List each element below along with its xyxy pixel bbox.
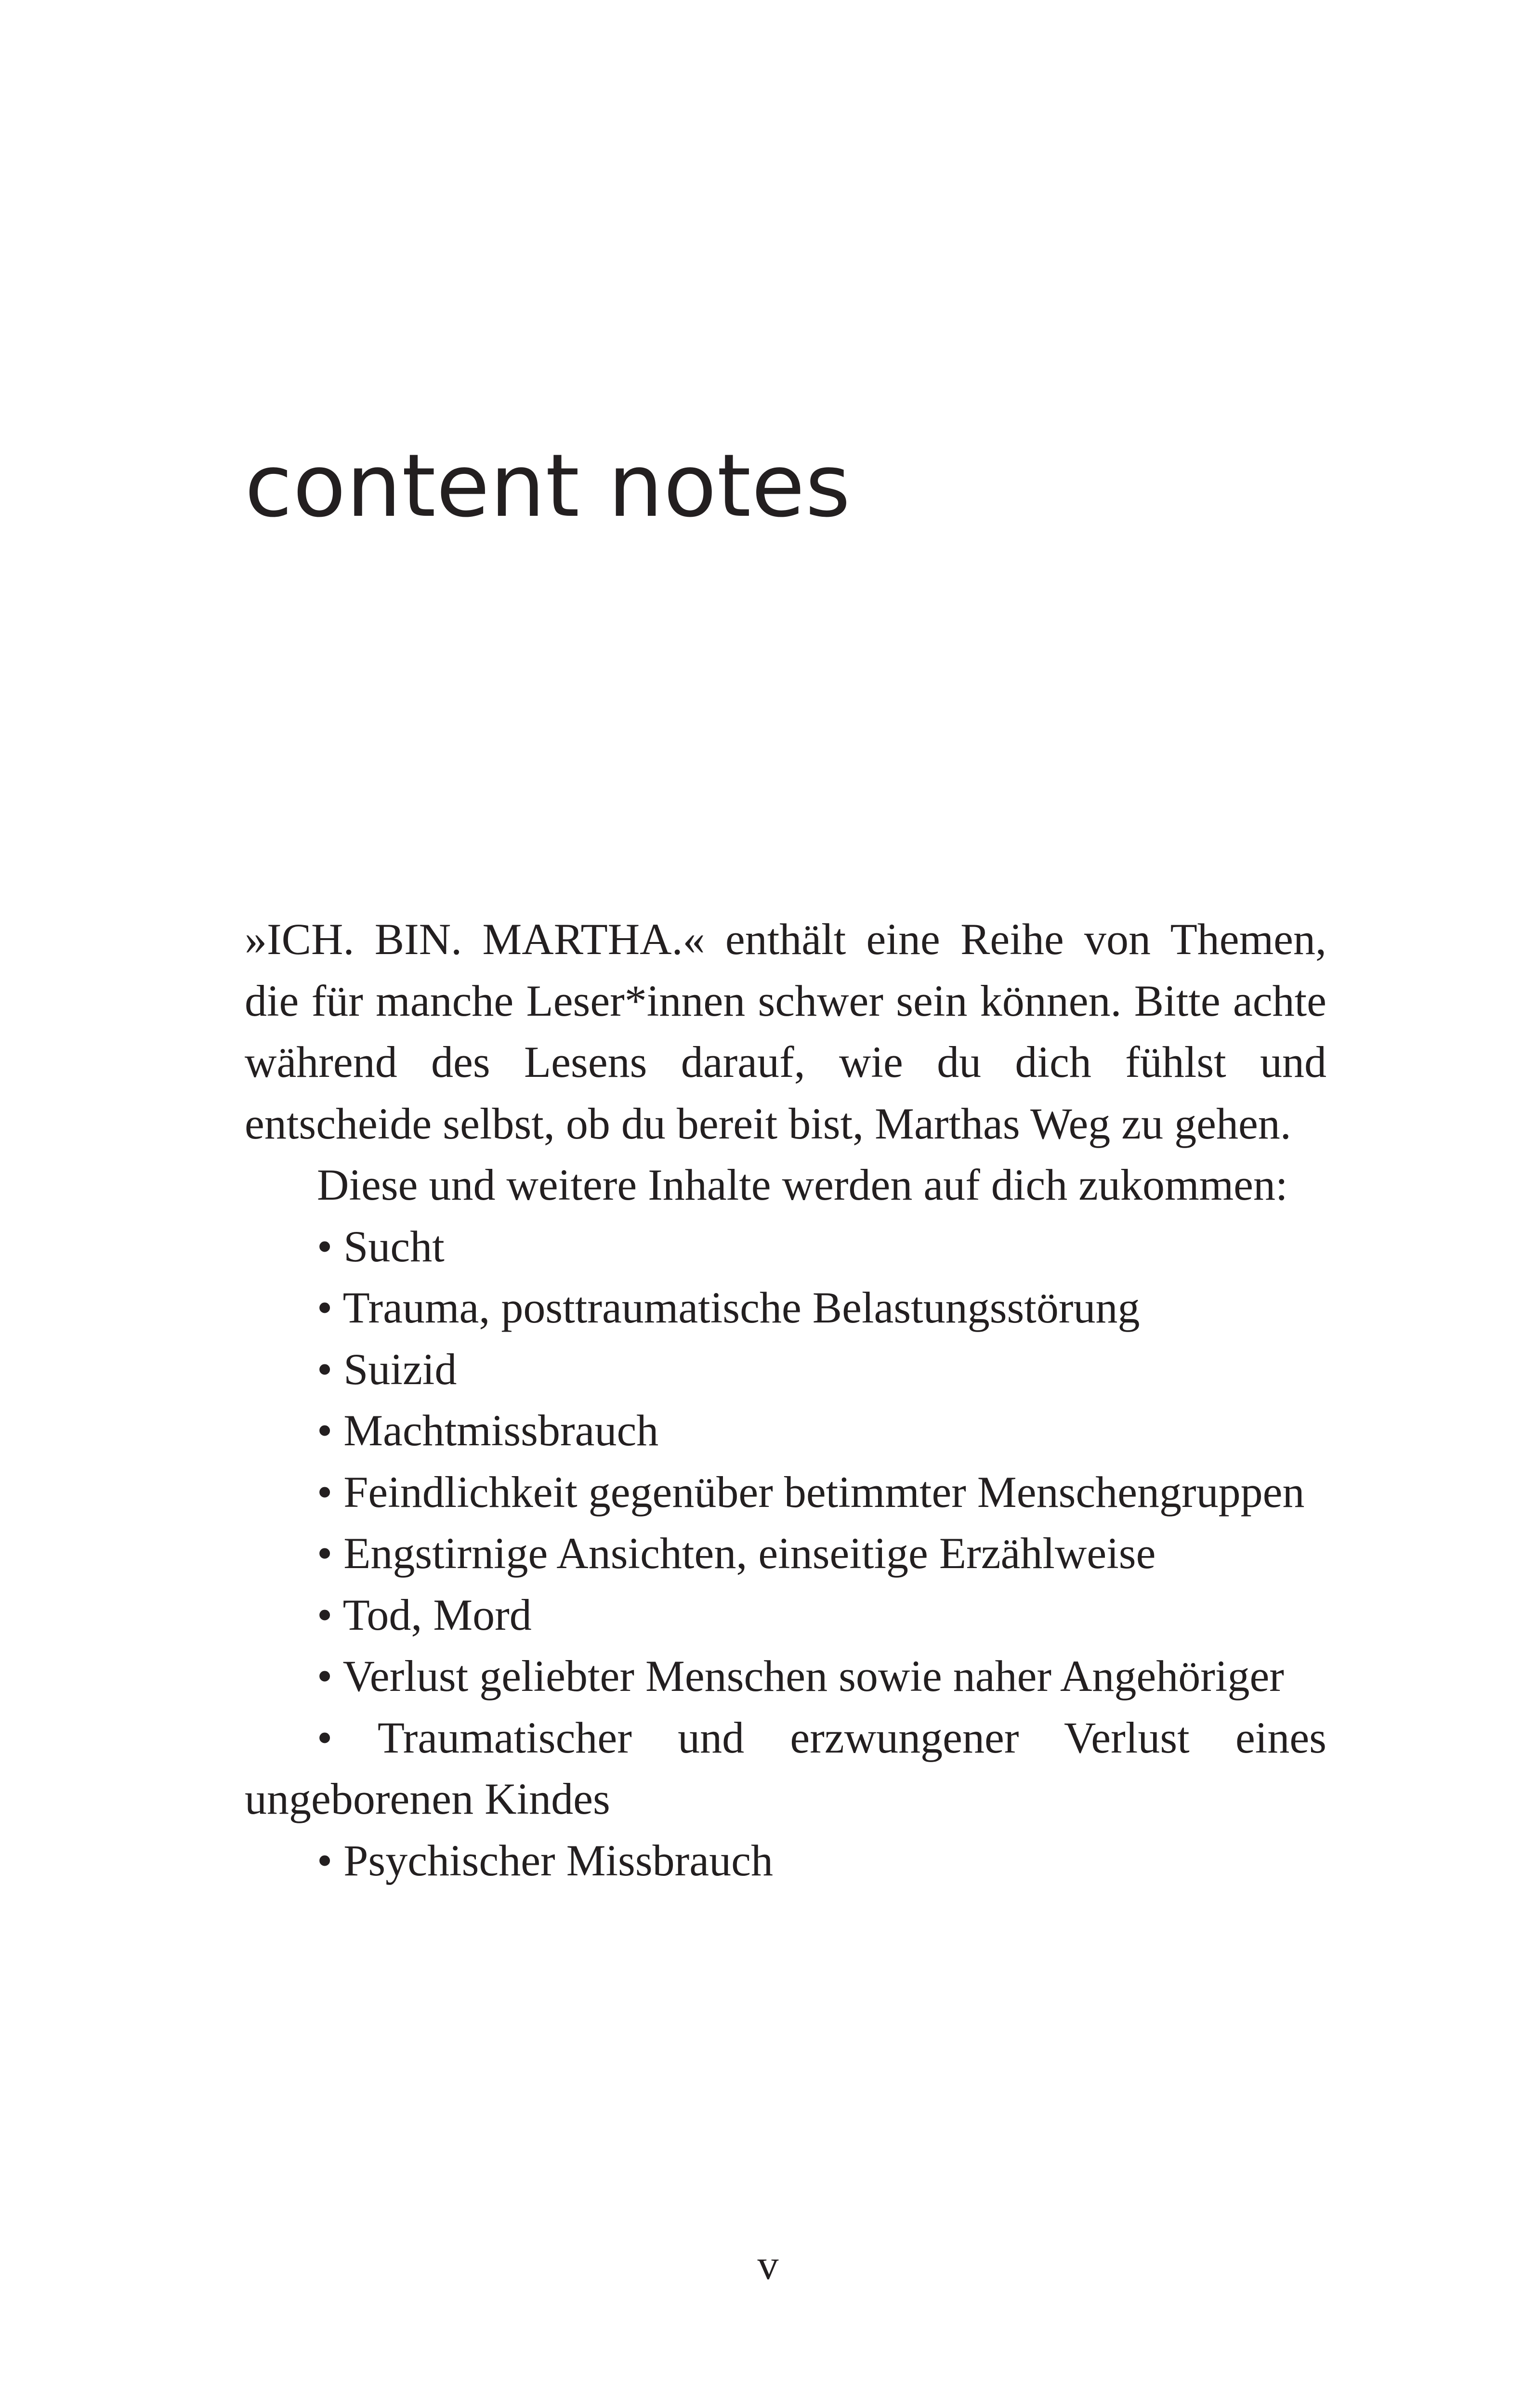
list-item	[245, 1277, 1326, 1339]
list-item	[245, 1707, 1326, 1830]
bullet: •	[317, 1344, 333, 1394]
bullet: •	[317, 1283, 333, 1332]
bullet: •	[317, 1467, 333, 1517]
list-item	[245, 1646, 1326, 1707]
content-notes-list	[245, 1216, 1326, 1892]
list-item-text: Trauma, posttraumatische Belastungsstörung	[342, 1283, 1140, 1332]
content-notes-body	[245, 909, 1326, 1891]
bullet: •	[317, 1835, 333, 1885]
page-number: v	[757, 2242, 779, 2289]
list-item-text: Engstirnige Ansichten, einseitige Erzählweise	[343, 1529, 1156, 1578]
bullet: •	[317, 1713, 333, 1762]
list-item	[245, 1339, 1326, 1400]
list-item-text: Sucht	[343, 1221, 445, 1271]
list-item-text: Feindlichkeit gegenüber betimmter Menschengruppen	[343, 1467, 1305, 1517]
list-item-text: Psychischer Missbrauch	[343, 1835, 773, 1885]
list-item	[245, 1523, 1326, 1584]
bullet: •	[317, 1529, 333, 1578]
list-item	[245, 1216, 1326, 1278]
list-item-text: Tod, Mord	[342, 1590, 532, 1639]
list-item-text: Traumatischer und erzwungener Verlust eines ungeborenen Kindes	[245, 1713, 1326, 1823]
list-item-text: Verlust geliebter Menschen sowie naher Angehöriger	[342, 1651, 1284, 1701]
bullet: •	[317, 1651, 333, 1701]
bullet: •	[317, 1590, 333, 1639]
page-title: content notes	[245, 436, 851, 537]
bullet: •	[317, 1221, 333, 1271]
list-item-text: Suizid	[343, 1344, 457, 1394]
lead-in-paragraph: Diese und weitere Inhalte werden auf dich zukommen:	[317, 1160, 1288, 1209]
list-item	[245, 1400, 1326, 1462]
list-item	[245, 1462, 1326, 1523]
intro-paragraph: »ICH. BIN. MARTHA.« enthält eine Reihe von Themen, die für manche Leser*innen schwer sein können. Bitte achte während des Lesens darauf, wie du dich fühlst und entscheide selbst, ob du bereit bist, Marthas Weg zu gehen.	[245, 915, 1326, 1148]
list-item	[245, 1830, 1326, 1892]
list-item	[245, 1584, 1326, 1646]
list-item-text: Machtmissbrauch	[343, 1406, 659, 1455]
bullet: •	[317, 1406, 333, 1455]
